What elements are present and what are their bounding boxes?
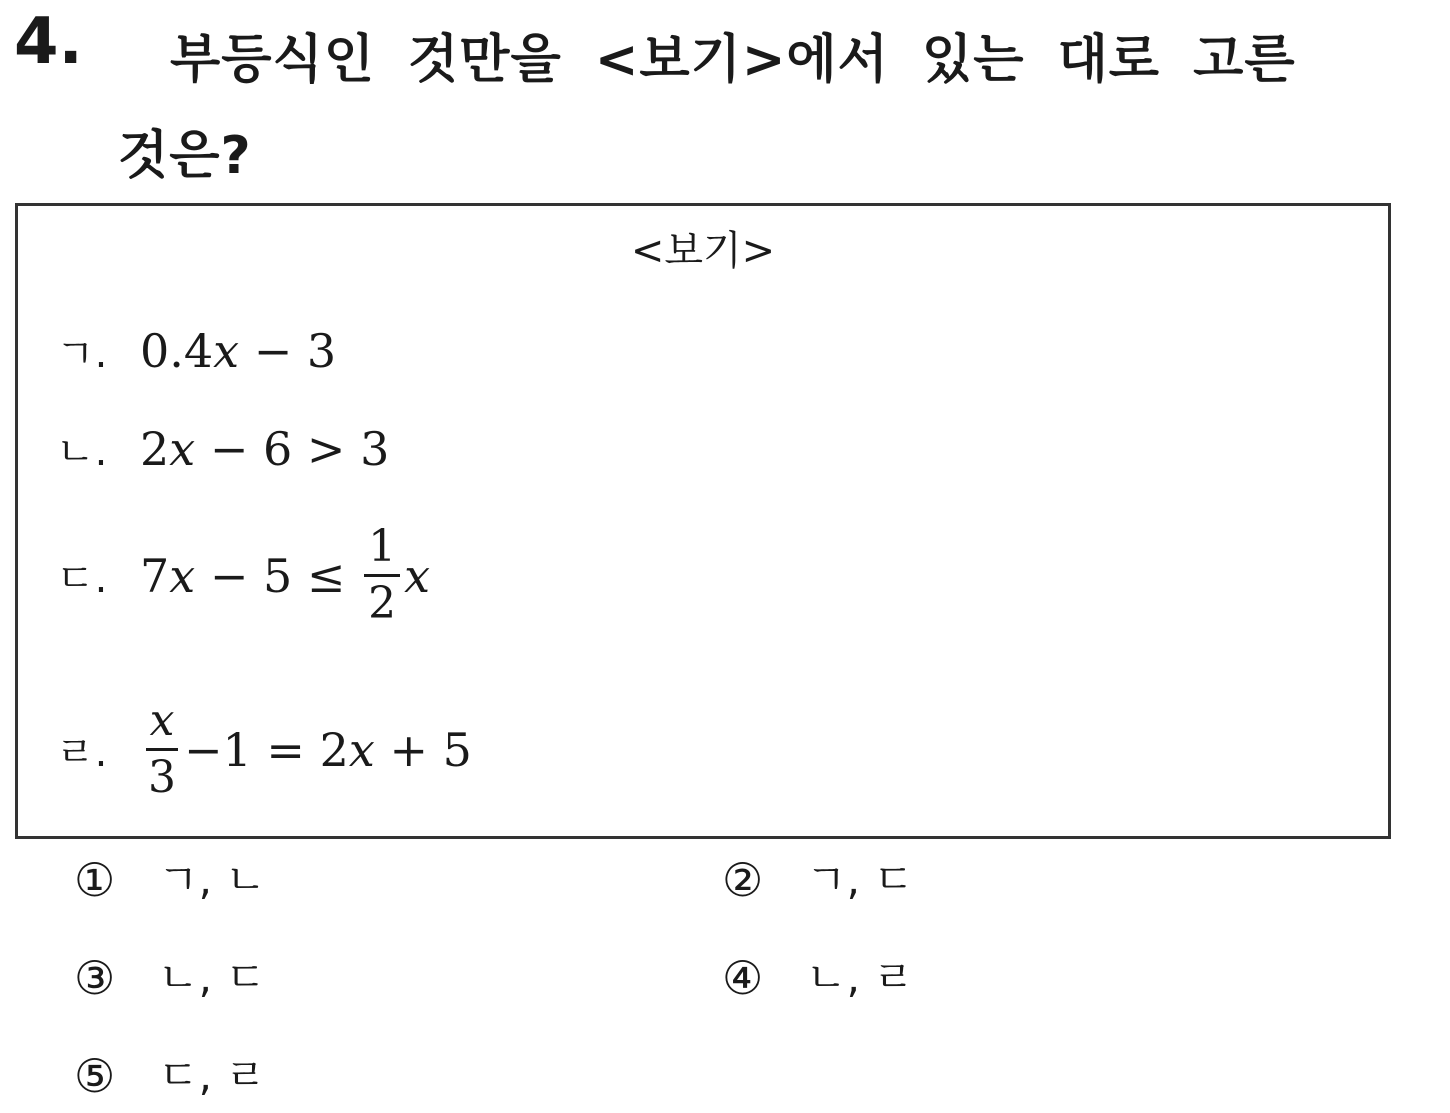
bogi-item-expression	[140, 522, 430, 629]
bogi-item-1	[56, 322, 336, 379]
fraction-numerator: x	[146, 696, 179, 751]
math-text: + 5	[374, 722, 472, 777]
bogi-item-expression	[140, 422, 389, 476]
choice-5[interactable]	[74, 1048, 266, 1104]
choice-text: ㄱ, ㄴ	[158, 855, 266, 904]
bogi-item-label: ㄱ.	[56, 331, 108, 377]
bogi-item-3	[56, 522, 430, 629]
choice-marker: ④	[722, 951, 764, 1005]
math-text: − 6 > 3	[195, 421, 390, 476]
math-text: 7	[140, 548, 170, 603]
fraction-denominator: 3	[148, 752, 176, 803]
bogi-item-2	[56, 420, 389, 477]
bogi-item-label: ㄴ.	[56, 429, 108, 475]
math-variable: x	[213, 323, 240, 378]
choice-marker: ①	[74, 853, 116, 907]
bogi-box	[15, 203, 1391, 839]
choice-marker: ②	[722, 853, 764, 907]
choice-marker: ③	[74, 951, 116, 1005]
choice-text: ㄷ, ㄹ	[158, 1051, 266, 1100]
bogi-item-expression	[140, 696, 472, 803]
fraction	[364, 522, 400, 629]
math-text: 0.4	[140, 323, 214, 378]
choice-marker: ⑤	[74, 1049, 116, 1103]
bogi-item-label: ㄹ.	[56, 730, 108, 776]
question-number: 4.	[14, 5, 83, 79]
bogi-title: <보기>	[630, 228, 776, 274]
question-text: 부등식인 것만을 <보기>에서 있는 대로 고른 것은?	[118, 30, 1296, 186]
choice-text: ㄴ, ㄹ	[806, 953, 914, 1002]
fraction-numerator: 1	[364, 522, 400, 577]
math-variable: x	[169, 421, 196, 476]
choice-3[interactable]	[74, 950, 266, 1006]
bogi-item-expression	[140, 324, 336, 378]
math-variable: x	[348, 722, 375, 777]
math-text: −1 = 2	[184, 722, 349, 777]
fraction	[144, 696, 180, 803]
bogi-item-4	[56, 696, 472, 803]
math-text: 2	[140, 421, 170, 476]
choice-1[interactable]	[74, 852, 266, 908]
math-text: − 3	[239, 323, 337, 378]
choice-4[interactable]	[722, 950, 914, 1006]
bogi-item-label: ㄷ.	[56, 556, 108, 602]
math-variable: x	[169, 548, 196, 603]
math-text: − 5 ≤	[195, 548, 361, 603]
choice-text: ㄱ, ㄷ	[806, 855, 914, 904]
choice-2[interactable]	[722, 852, 914, 908]
fraction-denominator: 2	[368, 578, 397, 629]
math-variable: x	[404, 548, 431, 603]
choice-text: ㄴ, ㄷ	[158, 953, 266, 1002]
